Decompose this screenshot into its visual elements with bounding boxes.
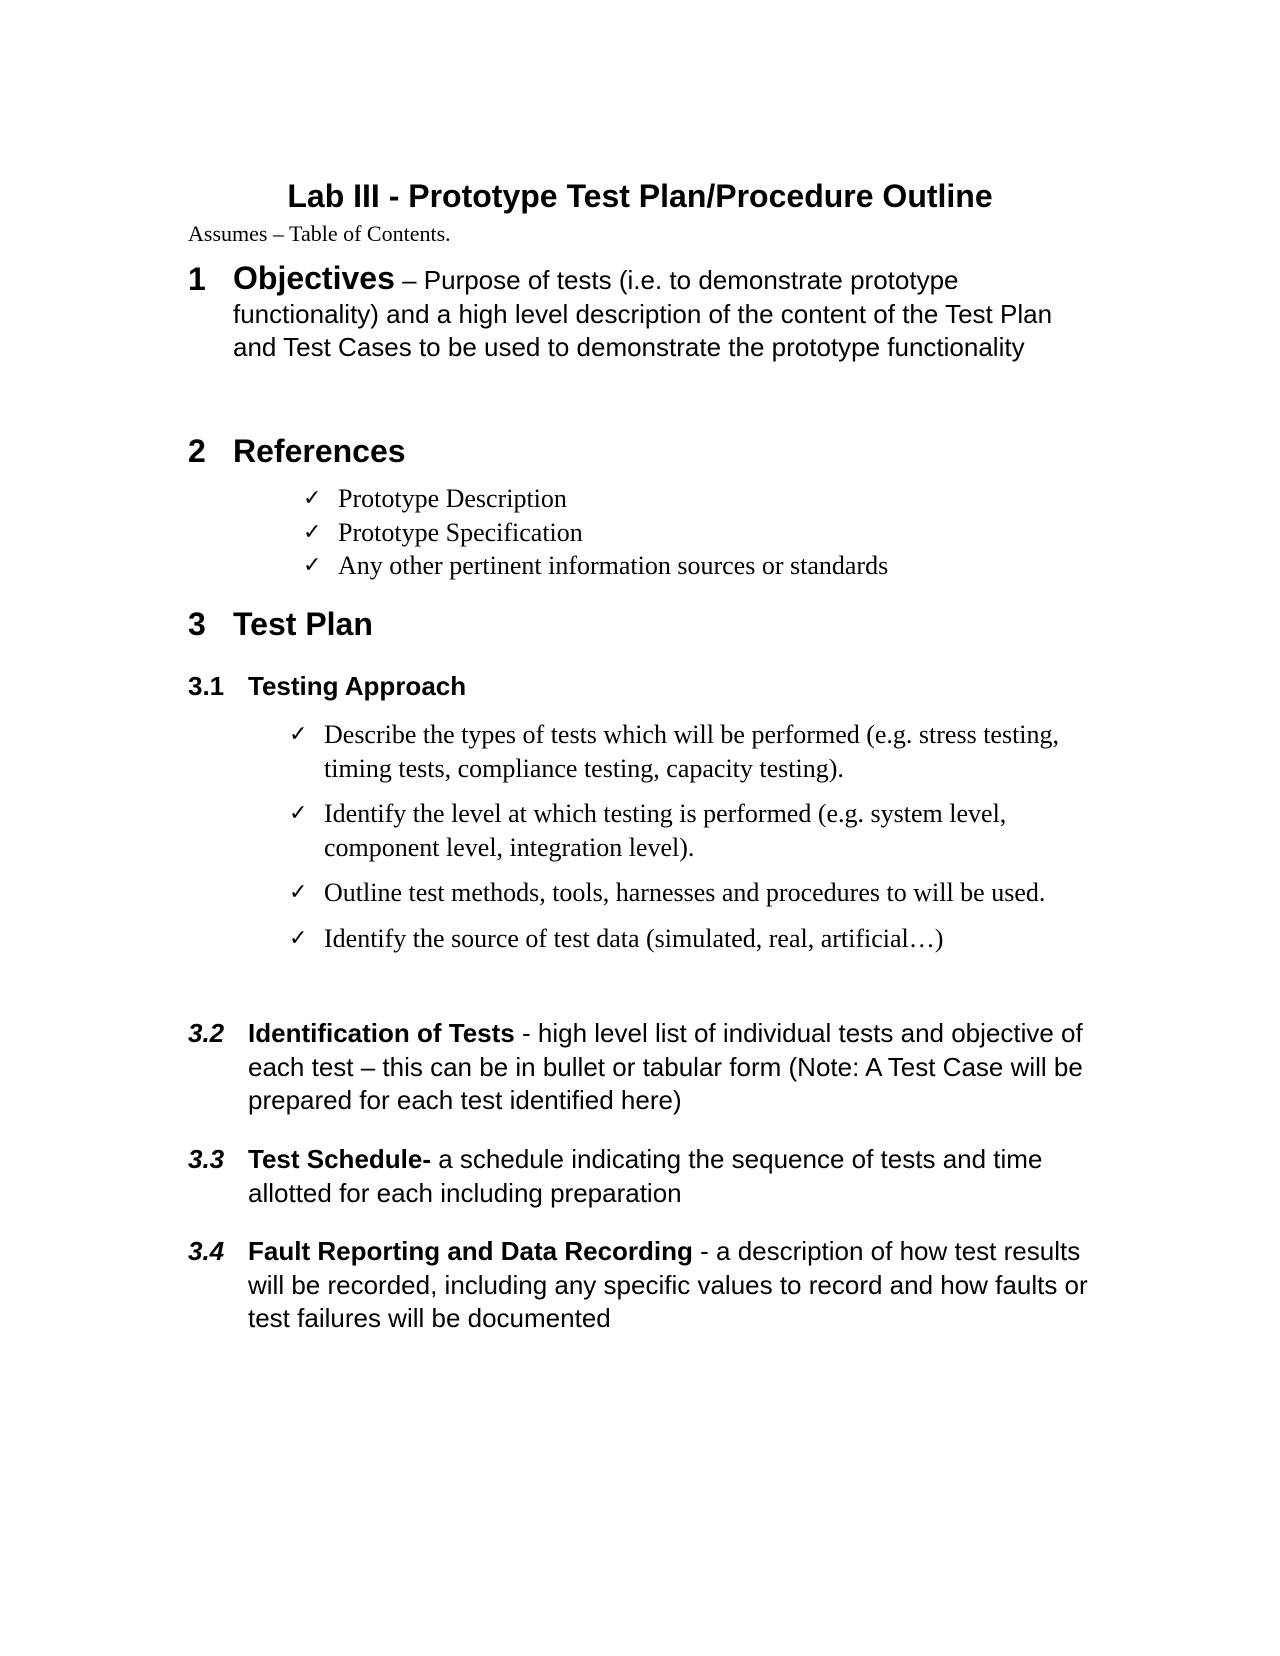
list-item: [303, 482, 1138, 516]
references-list: [303, 482, 1138, 583]
list-item: [289, 718, 1084, 785]
section-objectives: [188, 262, 1088, 365]
check-icon: ✓: [289, 925, 308, 951]
section-number: 2: [188, 433, 206, 469]
list-item: [303, 549, 1138, 583]
subsection-number: 3.3: [188, 1144, 225, 1174]
subsection-fault-reporting: [188, 1235, 1108, 1336]
objectives-text: – Purpose of tests (i.e. to demonstrate prototype functionality) and a high level description of the content of the Test Plan and Test Cases to be used to demonstrate the prototype functionality: [233, 265, 1053, 362]
list-item-text: Identify the level at which testing is performed (e.g. system level, component level, integration level).: [324, 799, 1007, 862]
objectives-paragraph: [233, 262, 1088, 365]
section-heading: Test Plan: [233, 606, 373, 642]
subsection-number: 3.4: [188, 1236, 225, 1266]
section-number: 3: [188, 606, 206, 642]
subsection-number: 3.2: [188, 1018, 225, 1048]
section-heading: Objectives: [233, 260, 395, 296]
list-item-text: Prototype Specification: [338, 517, 583, 547]
subsection-paragraph: [248, 1235, 1108, 1336]
list-item-text: Identify the source of test data (simulated, real, artificial…): [324, 923, 944, 953]
check-icon: ✓: [303, 486, 322, 511]
subsection-paragraph: [248, 1143, 1108, 1210]
subsection-text: a schedule indicating the sequence of tests and time allotted for each including preparation: [248, 1144, 1043, 1208]
subsection-heading: Testing Approach: [248, 671, 467, 701]
check-icon: ✓: [289, 801, 308, 826]
section-references: [188, 434, 1088, 468]
list-item: [289, 797, 1084, 864]
list-item: [289, 876, 1084, 910]
subsection-testing-approach: [188, 670, 1108, 704]
section-heading: References: [233, 433, 406, 469]
list-item: [289, 922, 1084, 956]
list-item-text: Outline test methods, tools, harnesses and procedures to will be used.: [324, 878, 1046, 907]
subsection-text: - high level list of individual tests and objective of each test – this can be in bullet or tabular form (Note: A Test Case will be prepared for each test identified here): [248, 1018, 1083, 1115]
subsection-identification-of-tests: [188, 1017, 1108, 1118]
list-item-text: Describe the types of tests which will be performed (e.g. stress testing, timing tests, compliance testing, capacity testing).: [324, 720, 1060, 783]
testing-approach-list: [289, 718, 1084, 955]
subsection-paragraph: [248, 1017, 1108, 1118]
subsection-heading: Fault Reporting and Data Recording: [248, 1236, 693, 1266]
check-icon: ✓: [303, 519, 322, 545]
section-number: 1: [188, 261, 206, 297]
list-item-text: Any other pertinent information sources or standards: [338, 551, 889, 580]
document-subtitle: Assumes – Table of Contents.: [188, 221, 451, 246]
section-test-plan: [188, 607, 1088, 641]
check-icon: ✓: [303, 553, 322, 578]
list-item-text: Prototype Description: [338, 484, 567, 513]
subsection-text: - a description of how test results will be recorded, including any specific values to record and how faults or test failures will be documented: [248, 1236, 1088, 1333]
check-icon: ✓: [289, 722, 308, 747]
subsection-heading: Test Schedule-: [248, 1144, 432, 1174]
subsection-test-schedule: [188, 1143, 1108, 1210]
subsection-number: 3.1: [188, 671, 225, 701]
subsection-heading: Identification of Tests: [248, 1018, 515, 1048]
list-item: [303, 516, 1138, 550]
document-title: Lab III - Prototype Test Plan/Procedure Outline: [287, 178, 993, 214]
check-icon: ✓: [289, 880, 308, 905]
